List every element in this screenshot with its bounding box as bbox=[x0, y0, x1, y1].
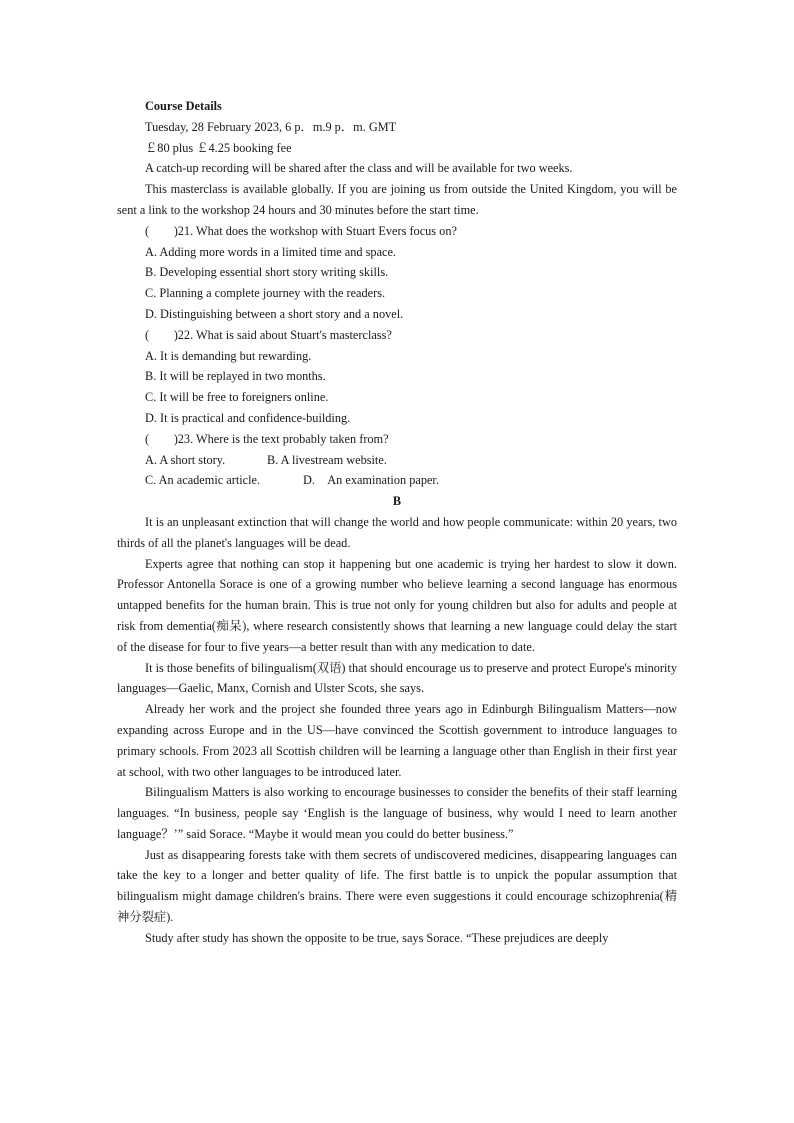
course-details-heading: Course Details bbox=[145, 99, 222, 113]
question-23-option-a: A. A short story. bbox=[145, 452, 226, 467]
section-b-paragraph: Bilingualism Matters is also working to encourage businesses to consider the benefits of their staff learning languages. “In business, people say ‘English is the language of business, why would I need to learn another language？’” said Sorace. “Maybe it would mean you could do better business.” bbox=[117, 785, 677, 841]
question-23-option-d: D. An examination paper. bbox=[303, 473, 439, 488]
section-b-paragraph: Already her work and the project she founded three years ago in Edinburgh Bilingualism Matters—now expanding across Europe and in the US—have convinced the Scottish government to introduce languages to primary schools. From 2023 all Scottish children will be learning a language other than English in their first year at school, with two other languages to be introduced later. bbox=[117, 702, 677, 779]
question-22-option-b: B. It will be replayed in two months. bbox=[145, 369, 326, 384]
course-date: Tuesday, 28 February 2023, 6 p．m.9 p．m. GMT bbox=[145, 119, 397, 134]
section-b-paragraph: Just as disappearing forests take with them secrets of undiscovered medicines, disappearing languages can take the key to a longer and better quality of life. The first battle is to unpick the popular assumption that bilingualism might damage children's brains. There were even suggestions it could encourage schizophrenia(精神分裂症). bbox=[117, 847, 677, 925]
question-21-option-a: A. Adding more words in a limited time and space. bbox=[145, 244, 397, 259]
question-23-stem: ( )23. Where is the text probably taken from? bbox=[145, 431, 389, 446]
question-22-stem: ( )22. What is said about Stuart's masterclass? bbox=[145, 327, 392, 342]
question-21-option-c: C. Planning a complete journey with the readers. bbox=[145, 286, 386, 301]
section-b-paragraph: It is those benefits of bilingualism(双语) that should encourage us to preserve and protect Europe's minority languages—Gaelic, Manx, Cornish and Ulster Scots, she says. bbox=[117, 660, 677, 696]
course-price: ￡80 plus ￡4.25 booking fee bbox=[145, 140, 292, 155]
section-b-paragraph: Experts agree that nothing can stop it happening but one academic is trying her hardest to slow it down. Professor Antonella Sorace is one of a growing number who believe learning a second language has enormous untapped benefits for the human brain. This is true not only for young children but also for adults and people at risk from dementia(痴呆), where research consistently shows that learning a new language could delay the start of the disease for four to five years—a better result than with any medication to date. bbox=[117, 556, 677, 654]
question-21-option-d: D. Distinguishing between a short story and a novel. bbox=[145, 306, 404, 321]
section-b-label: B bbox=[392, 494, 402, 509]
question-23-options-row-1 bbox=[117, 450, 677, 471]
section-b-paragraph: It is an unpleasant extinction that will change the world and how people communicate: within 20 years, two thirds of all the planet's languages will be dead. bbox=[117, 514, 677, 550]
question-22-option-d: D. It is practical and confidence-building. bbox=[145, 410, 351, 425]
question-23-option-c: C. An academic article. bbox=[145, 473, 261, 488]
question-23-option-b: B. A livestream website. bbox=[267, 452, 387, 467]
document-page bbox=[117, 96, 677, 949]
question-23-options-row-2 bbox=[117, 470, 677, 491]
question-21-option-b: B. Developing essential short story writing skills. bbox=[145, 265, 389, 280]
question-22-option-a: A. It is demanding but rewarding. bbox=[145, 348, 312, 363]
course-global: This masterclass is available globally. If you are joining us from outside the United Kingdom, you will be sent a link to the workshop 24 hours and 30 minutes before the start time. bbox=[117, 182, 677, 217]
question-22-option-c: C. It will be free to foreigners online. bbox=[145, 390, 329, 405]
section-b-paragraph: Study after study has shown the opposite to be true, says Sorace. “These prejudices are deeply bbox=[145, 930, 609, 945]
course-recording: A catch-up recording will be shared after the class and will be available for two weeks. bbox=[145, 161, 573, 176]
question-21-stem: ( )21. What does the workshop with Stuart Evers focus on? bbox=[145, 223, 457, 238]
